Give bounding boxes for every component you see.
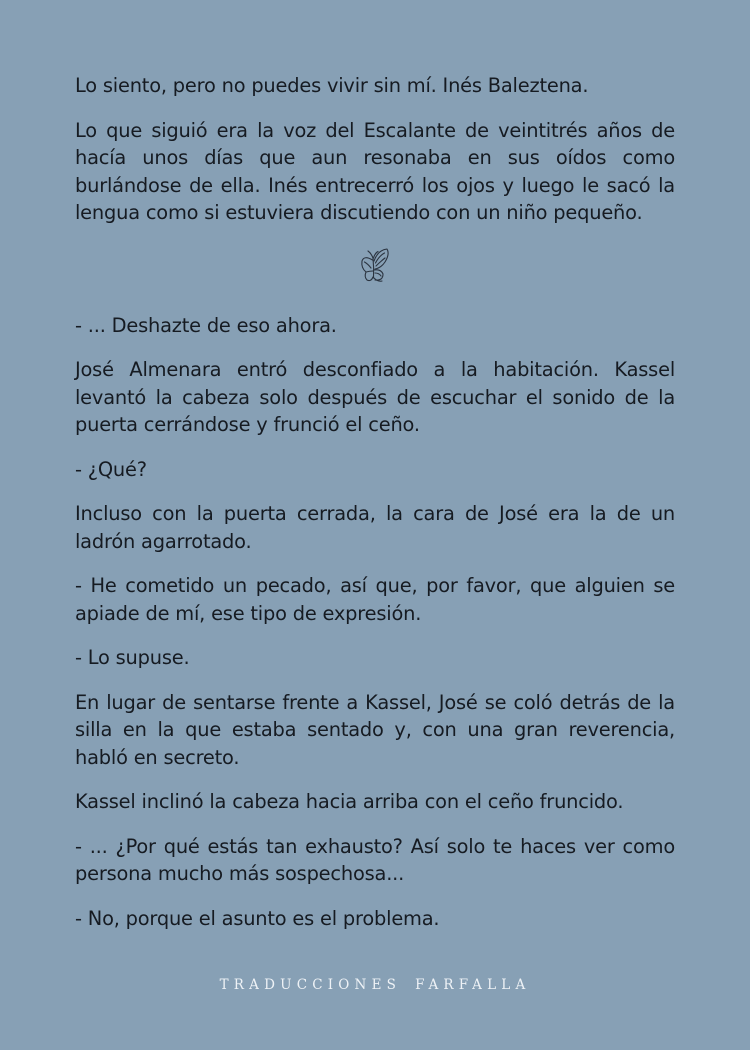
document-body <box>75 72 675 949</box>
paragraph: - Lo supuse. <box>75 646 190 669</box>
paragraph: - ... Deshazte de eso ahora. <box>75 313 337 337</box>
page-footer <box>0 977 750 993</box>
paragraph: Incluso con la puerta cerrada, la cara de José era la de un ladrón agarrotado. <box>75 502 675 553</box>
paragraph: - ... ¿Por qué estás tan exhausto? Así solo te haces ver como persona mucho más sospechosa... <box>75 834 675 885</box>
paragraph: - No, porque el asunto es el problema. <box>75 906 440 930</box>
section-divider <box>75 244 675 288</box>
paragraph: - ¿Qué? <box>75 457 147 481</box>
footer-word: FARFALLA <box>415 977 531 993</box>
paragraph: José Almenara entró desconfiado a la habitación. Kassel levantó la cabeza solo después de escuchar el sonido de la puerta cerrándose y frunció el ceño. <box>75 358 675 436</box>
footer-word: TRADUCCIONES <box>219 977 402 993</box>
paragraph: En lugar de sentarse frente a Kassel, José se coló detrás de la silla en la que estaba sentado y, con una gran reverencia, habló en secreto. <box>75 690 675 769</box>
paragraph: Kassel inclinó la cabeza hacia arriba con el ceño fruncido. <box>75 790 624 813</box>
paragraph: - He cometido un pecado, así que, por favor, que alguien se apiade de mí, ese tipo de expresión. <box>75 574 675 625</box>
butterfly-icon <box>354 244 396 288</box>
paragraph: Lo siento, pero no puedes vivir sin mí. Inés Baleztena. <box>75 74 589 97</box>
paragraph: Lo que siguió era la voz del Escalante de veintitrés años de hacía unos días que aun resonaba en sus oídos como burlándose de ella. Inés entrecerró los ojos y luego le sacó la lengua como si estuviera discutiendo con un niño pequeño. <box>75 118 675 224</box>
